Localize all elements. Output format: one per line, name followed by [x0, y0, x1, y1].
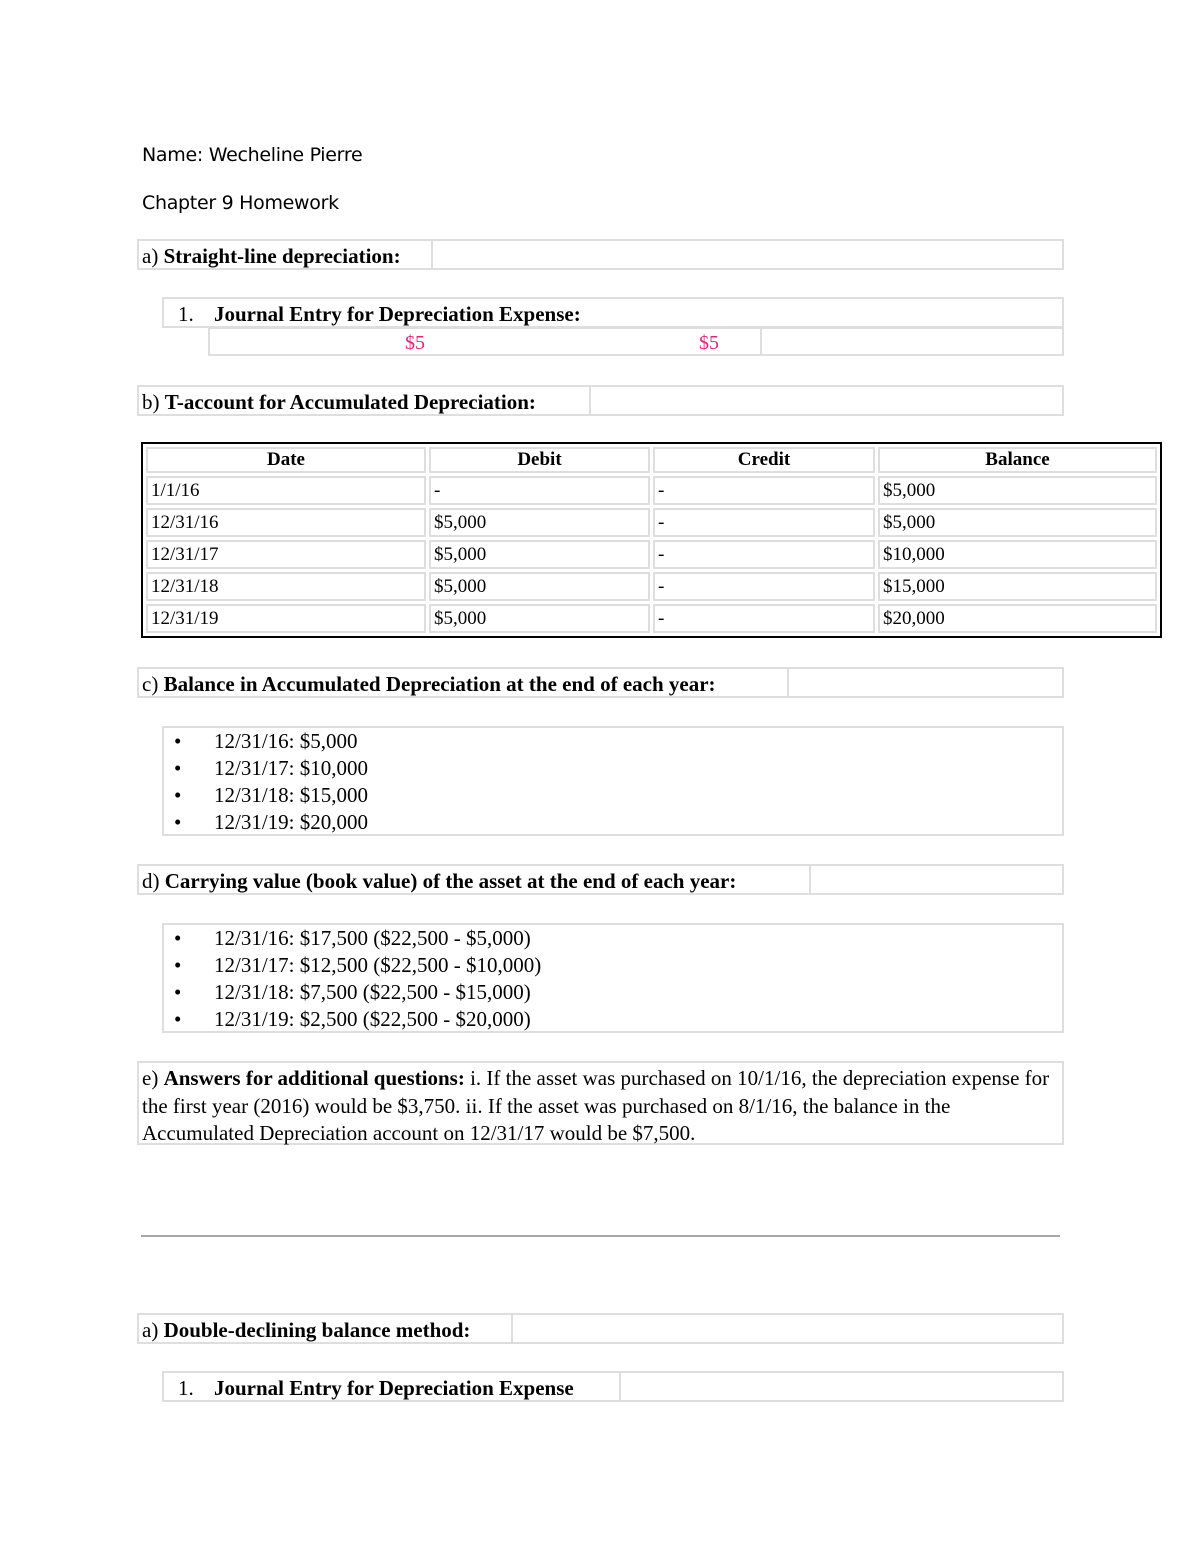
cell-balance: $15,000 [878, 572, 1157, 601]
table-row [146, 508, 1157, 537]
list-item: • 12/31/18: $7,500 ($22,500 - $15,000) [166, 979, 541, 1006]
cell-balance: $5,000 [878, 476, 1157, 505]
cell-debit: - [429, 476, 650, 505]
cell-debit: $5,000 [429, 604, 650, 633]
journal-item-number: 1. [178, 302, 194, 326]
column-header-date: Date [146, 447, 426, 473]
section-c-title: Balance in Accumulated Depreciation at the end of each year: [163, 672, 716, 696]
section-d-heading [137, 864, 1064, 895]
cell-date: 1/1/16 [146, 476, 426, 505]
section-e-body: i. If the asset was purchased on 10/1/16, the depreciation expense for the first year (2016) would be $3,750. ii. If the asset was purchased on 8/1/16, the balance in the Accumulated Depreciation account on 12/31/17 would be $7,500. [142, 1066, 1050, 1145]
section-d-title: Carrying value (book value) of the asset at the end of each year: [164, 869, 737, 893]
cell-date: 12/31/18 [146, 572, 426, 601]
section-e-prefix: e) [142, 1066, 159, 1090]
carrying-value-list [166, 925, 541, 1033]
section-d-prefix: d) [142, 869, 160, 893]
t-account-table [141, 442, 1162, 638]
cell-credit: - [653, 540, 875, 569]
cell-date: 12/31/19 [146, 604, 426, 633]
section-e-box [137, 1061, 1064, 1145]
ddb-journal-entry-item [162, 1371, 1064, 1402]
table-row [146, 540, 1157, 569]
cell-balance: $20,000 [878, 604, 1157, 633]
cell-date: 12/31/17 [146, 540, 426, 569]
column-header-credit: Credit [653, 447, 875, 473]
section-a-heading [137, 239, 1064, 270]
list-item: • 12/31/16: $5,000 [166, 728, 368, 755]
list-item: • 12/31/19: $2,500 ($22,500 - $20,000) [166, 1006, 541, 1033]
cell-credit: - [653, 572, 875, 601]
cell-debit: $5,000 [429, 540, 650, 569]
column-header-balance: Balance [878, 447, 1157, 473]
section-b-prefix: b) [142, 390, 160, 414]
section-c-heading [137, 667, 1064, 698]
student-name: Name: Wecheline Pierre [142, 144, 363, 166]
ddb-item-title: Journal Entry for Depreciation Expense [214, 1376, 574, 1400]
list-item: • 12/31/17: $10,000 [166, 755, 368, 782]
cell-credit: - [653, 604, 875, 633]
journal-entry-item [162, 297, 1064, 328]
table-row [146, 476, 1157, 505]
section-b-title: T-account for Accumulated Depreciation: [164, 390, 536, 414]
cell-balance: $10,000 [878, 540, 1157, 569]
table-header-row [146, 447, 1157, 473]
cell-debit: $5,000 [429, 508, 650, 537]
journal-debit-amount: $5 [405, 332, 425, 354]
section-a-title: Straight-line depreciation: [163, 244, 401, 268]
chapter-title: Chapter 9 Homework [142, 192, 339, 214]
table-row [146, 572, 1157, 601]
section-b-heading [137, 385, 1064, 416]
journal-item-title: Journal Entry for Depreciation Expense: [214, 302, 581, 326]
section-ddb-prefix: a) [142, 1318, 159, 1342]
carrying-value-list-box [162, 923, 1064, 1033]
section-e-title: Answers for additional questions: [163, 1066, 465, 1090]
section-c-prefix: c) [142, 672, 159, 696]
table-row [146, 604, 1157, 633]
section-a-prefix: a) [142, 244, 159, 268]
section-ddb-title: Double-declining balance method: [163, 1318, 471, 1342]
ddb-item-number: 1. [178, 1376, 194, 1400]
cell-credit: - [653, 476, 875, 505]
cell-date: 12/31/16 [146, 508, 426, 537]
journal-entry-row [208, 327, 1064, 356]
list-item: • 12/31/16: $17,500 ($22,500 - $5,000) [166, 925, 541, 952]
section-divider [141, 1235, 1060, 1237]
column-header-debit: Debit [429, 447, 650, 473]
list-item: • 12/31/18: $15,000 [166, 782, 368, 809]
balance-list [166, 728, 368, 836]
cell-balance: $5,000 [878, 508, 1157, 537]
list-item: • 12/31/17: $12,500 ($22,500 - $10,000) [166, 952, 541, 979]
journal-credit-amount: $5 [699, 332, 719, 354]
cell-debit: $5,000 [429, 572, 650, 601]
cell-credit: - [653, 508, 875, 537]
section-ddb-heading [137, 1313, 1064, 1344]
balance-list-box [162, 726, 1064, 836]
list-item: • 12/31/19: $20,000 [166, 809, 368, 836]
